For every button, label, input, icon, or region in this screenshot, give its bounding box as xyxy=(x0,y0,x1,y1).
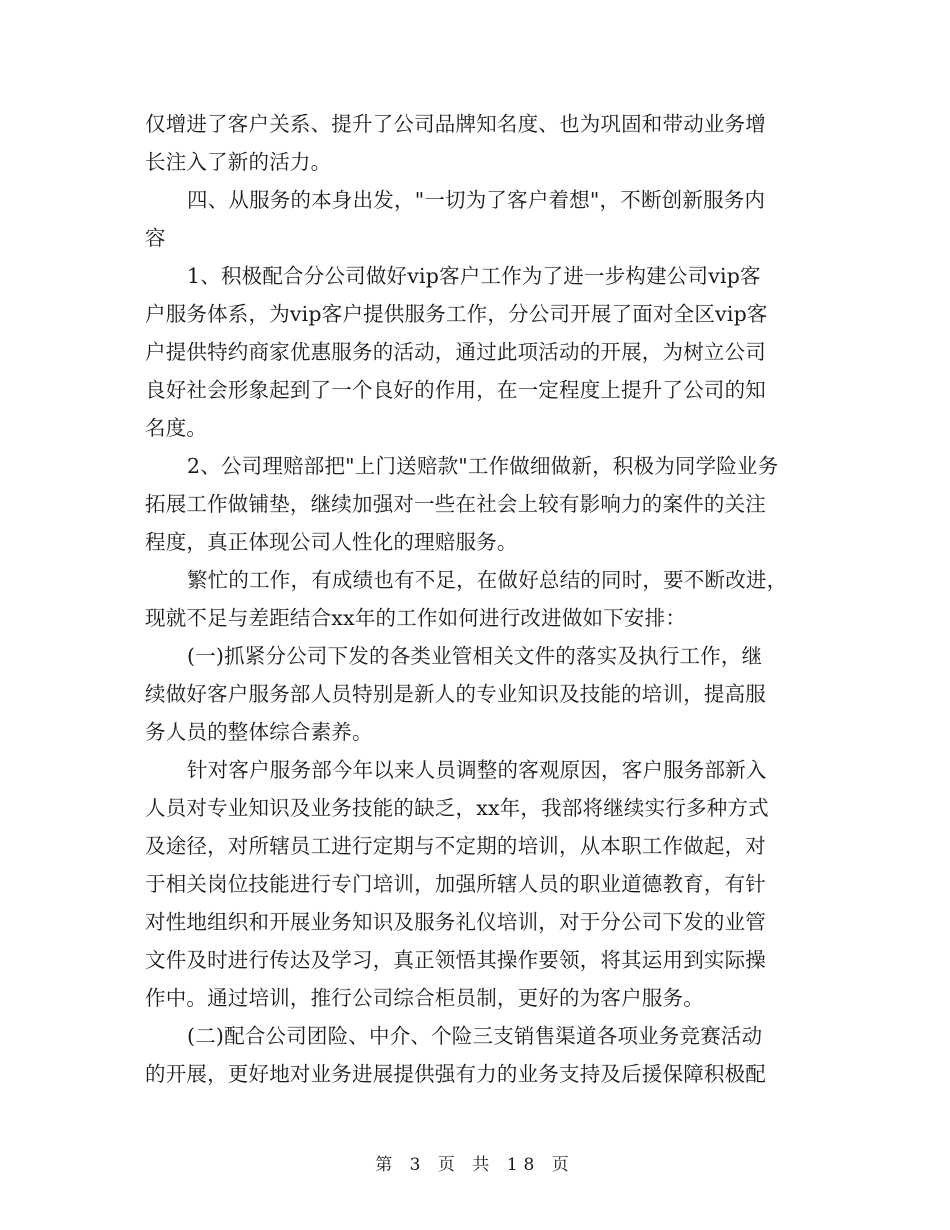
text-line: 人员对专业知识及业务技能的缺乏，xx年，我部将继续实行多种方式 xyxy=(145,796,769,820)
text-line: 的开展，更好地对业务进展提供强有力的业务支持及后援保障积极配 xyxy=(145,1062,766,1086)
text-line: 四、从服务的本身出发，"一切为了客户着想"，不断创新服务内 xyxy=(187,188,766,212)
text-line: 于相关岗位技能进行专门培训，加强所辖人员的职业道德教育，有针 xyxy=(145,872,766,896)
text-line: 程度，真正体现公司人性化的理赔服务。 xyxy=(145,530,518,554)
text-line: 良好社会形象起到了一个良好的作用，在一定程度上提升了公司的知 xyxy=(145,378,766,402)
text-line: 作中。通过培训，推行公司综合柜员制，更好的为客户服务。 xyxy=(145,986,704,1010)
text-line: 繁忙的工作，有成绩也有不足，在做好总结的同时，要不断改进， xyxy=(187,568,788,592)
text-line: 拓展工作做铺垫，继续加强对一些在社会上较有影响力的案件的关注 xyxy=(145,492,766,516)
text-line: 名度。 xyxy=(145,416,208,440)
text-line: 现就不足与差距结合xx年的工作如何进行改进做如下安排： xyxy=(145,606,687,630)
text-line: 针对客户服务部今年以来人员调整的客观原因，客户服务部新入 xyxy=(187,758,767,782)
text-line: 对性地组织和开展业务知识及服务礼仪培训，对于分公司下发的业管 xyxy=(145,910,766,934)
text-line: 长注入了新的活力。 xyxy=(145,150,332,174)
document-body xyxy=(145,105,820,1093)
text-line: 仅增进了客户关系、提升了公司品牌知名度、也为巩固和带动业务增 xyxy=(145,112,766,136)
text-line: 容 xyxy=(145,226,166,250)
text-line: 户提供特约商家优惠服务的活动，通过此项活动的开展，为树立公司 xyxy=(145,340,766,364)
text-line: 户服务体系，为vip客户提供服务工作，分公司开展了面对全区vip客 xyxy=(145,302,768,326)
text-line: (一)抓紧分公司下发的各类业管相关文件的落实及执行工作，继 xyxy=(187,644,763,668)
text-line: 务人员的整体综合素养。 xyxy=(145,720,373,744)
text-line: 1、积极配合分公司做好vip客户工作为了进一步构建公司vip客 xyxy=(187,264,761,288)
text-line: 2、公司理赔部把"上门送赔款"工作做细做新，积极为同学险业务 xyxy=(187,454,779,478)
text-line: (二)配合公司团险、中介、个险三支销售渠道各项业务竞赛活动 xyxy=(187,1024,763,1048)
text-line: 及途径，对所辖员工进行定期与不定期的培训，从本职工作做起，对 xyxy=(145,834,766,858)
text-line: 文件及时进行传达及学习，真正领悟其操作要领，将其运用到实际操 xyxy=(145,948,766,972)
page-number-footer: 第 3 页 共 18 页 xyxy=(375,1155,575,1175)
text-line: 续做好客户服务部人员特别是新人的专业知识及技能的培训，提高服 xyxy=(145,682,766,706)
